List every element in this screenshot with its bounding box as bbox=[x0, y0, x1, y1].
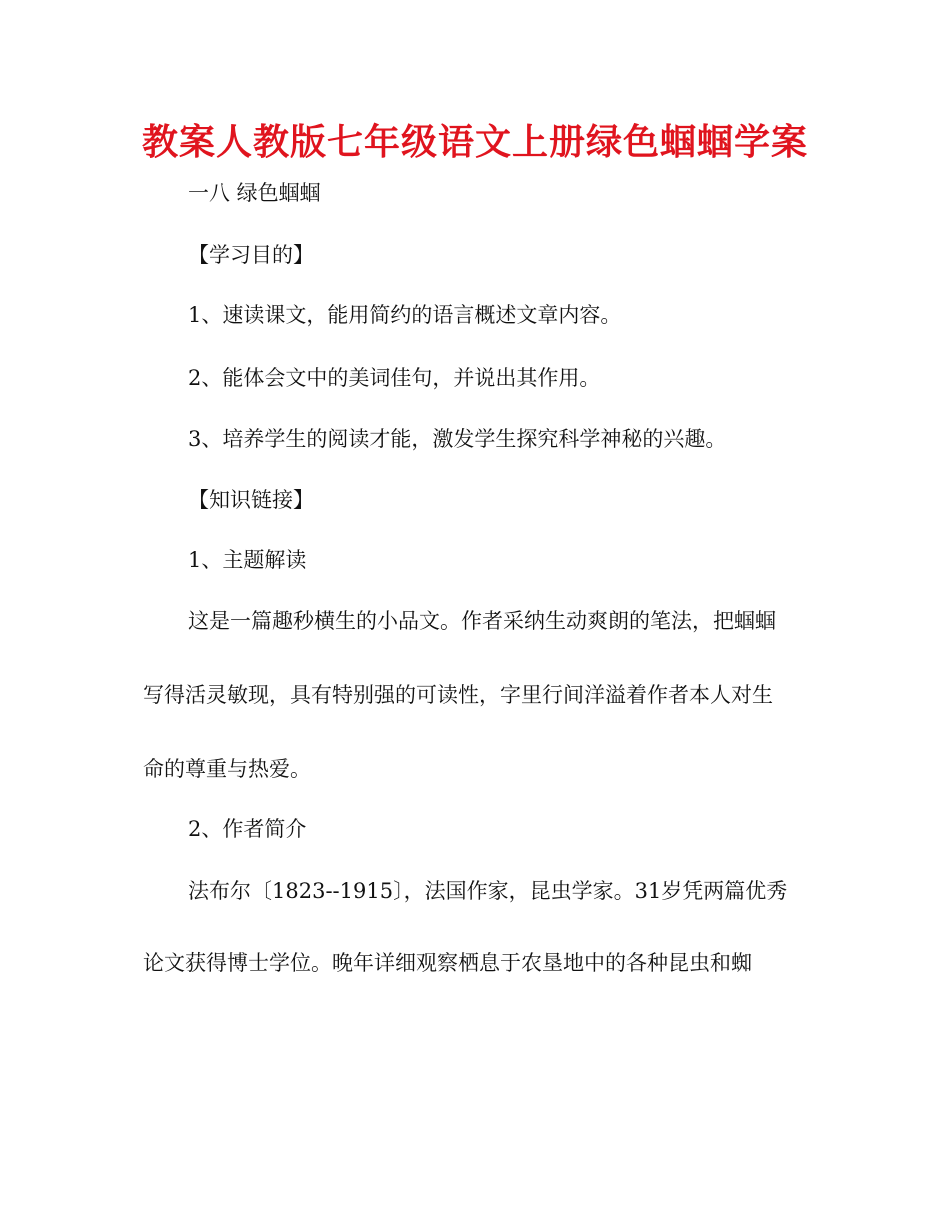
section-heading-knowledge: 【知识链接】 bbox=[188, 488, 314, 512]
objective-item-3: 3、培养学生的阅读才能，激发学生探究科学神秘的兴趣。 bbox=[188, 427, 727, 451]
objective-item-2: 2、能体会文中的美词佳句，并说出其作用。 bbox=[188, 366, 601, 390]
paragraph-line: 命的尊重与热爱。 bbox=[143, 757, 311, 781]
paragraph-line: 论文获得博士学位。晚年详细观察栖息于农垦地中的各种昆虫和蜘 bbox=[143, 951, 752, 975]
document-title: 教案人教版七年级语文上册绿色蝈蝈学案 bbox=[141, 122, 808, 163]
subheading-theme: 1、主题解读 bbox=[188, 548, 307, 572]
section-heading-objectives: 【学习目的】 bbox=[188, 243, 314, 267]
paragraph-line: 写得活灵敏现，具有特别强的可读性，字里行间洋溢着作者本人对生 bbox=[143, 683, 773, 707]
objective-item-1: 1、速读课文，能用简约的语言概述文章内容。 bbox=[188, 303, 622, 327]
paragraph-line: 这是一篇趣秒横生的小品文。作者采纳生动爽朗的笔法，把蝈蝈 bbox=[188, 609, 776, 633]
paragraph-line: 法布尔〔1823--1915〕，法国作家，昆虫学家。31岁凭两篇优秀 bbox=[188, 879, 788, 903]
lesson-heading: 一八 绿色蝈蝈 bbox=[188, 181, 321, 205]
subheading-author: 2、作者简介 bbox=[188, 817, 307, 841]
